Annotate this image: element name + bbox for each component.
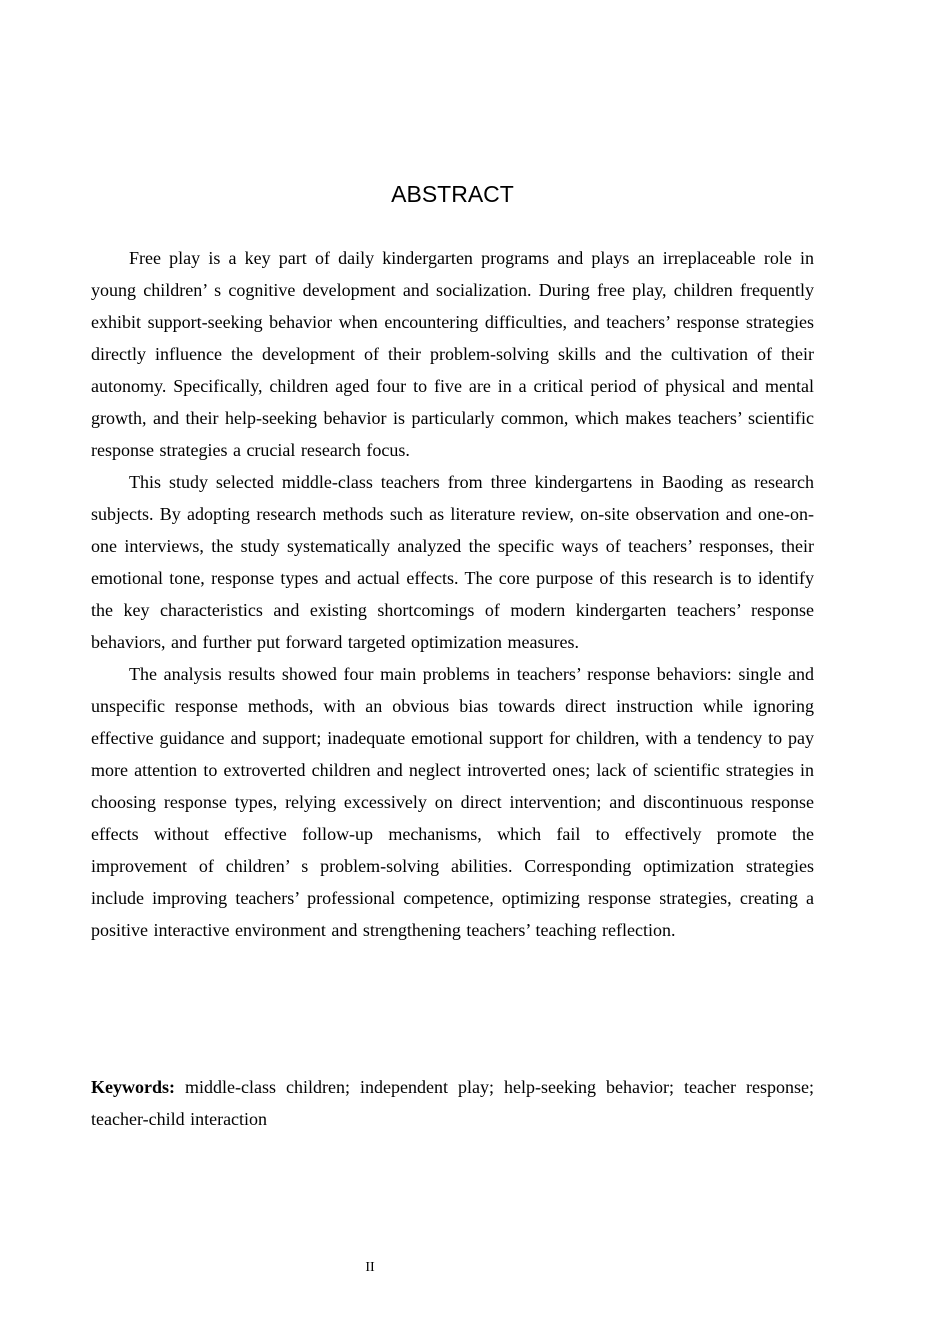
keywords-text: middle-class children; independent play; help-seeking behavior; teacher response; teacher-child interaction — [91, 1077, 814, 1129]
abstract-paragraph-2: This study selected middle-class teachers from three kindergartens in Baoding as research subjects. By adopting research methods such as literature review, on-site observation and one-on-one interviews, the study systematically analyzed the specific ways of teachers’ responses, their emotional tone, response types and actual effects. The core purpose of this research is to identify the key characteristics and existing shortcomings of modern kindergarten teachers’ response behaviors, and further put forward targeted optimization measures. — [91, 472, 814, 652]
abstract-paragraph-1: Free play is a key part of daily kindergarten programs and plays an irreplaceable role in young children’ s cognitive development and socialization. During free play, children frequently exhibit support-seeking behavior when encountering difficulties, and teachers’ response strategies directly influence the development of their problem-solving skills and the cultivation of their autonomy. Specifically, children aged four to five are in a critical period of physical and mental growth, and their help-seeking behavior is particularly common, which makes teachers’ scientific response strategies a crucial research focus. — [91, 248, 814, 460]
page-number: II — [365, 1260, 375, 1275]
abstract-body — [91, 242, 814, 946]
abstract-title: ABSTRACT — [391, 181, 514, 207]
abstract-paragraph-3: The analysis results showed four main problems in teachers’ response behaviors: single and unspecific response methods, with an obvious bias towards direct instruction while ignoring effective guidance and support; inadequate emotional support for children, with a tendency to pay more attention to extroverted children and neglect introverted ones; lack of scientific strategies in choosing response types, relying excessively on direct intervention; and discontinuous response effects without effective follow-up mechanisms, which fail to effectively promote the improvement of children’ s problem-solving abilities. Corresponding optimization strategies include improving teachers’ professional competence, optimizing response strategies, creating a positive interactive environment and strengthening teachers’ teaching reflection. — [91, 664, 814, 940]
keywords-label: Keywords: — [91, 1077, 175, 1097]
keywords-line — [91, 1071, 814, 1135]
